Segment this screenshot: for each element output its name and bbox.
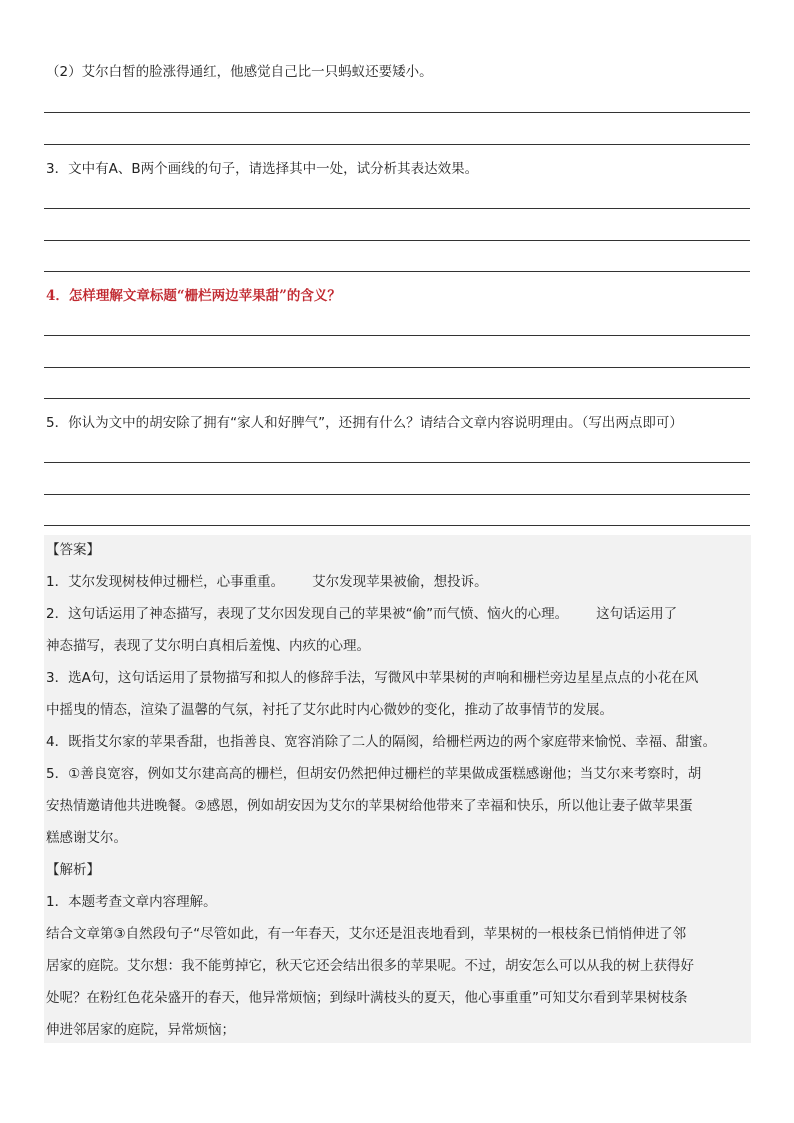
answer-line	[44, 240, 750, 241]
answer-3-line1: 3．选A句，这句话运用了景物描写和拟人的修辞手法，写微风中苹果树的声响和栅栏旁边星星点点的小花在风	[46, 670, 699, 686]
answer-heading: 【答案】	[46, 542, 100, 558]
answer-2-line2: 神态描写，表现了艾尔明白真相后羞愧、内疚的心理。	[46, 638, 370, 654]
answer-line	[44, 208, 750, 209]
answer-line	[44, 494, 750, 495]
answer-line	[44, 398, 750, 399]
question-5: 5．你认为文中的胡安除了拥有“家人和好脾气”，还拥有什么？请结合文章内容说明理由。（写出两点即可）	[46, 415, 683, 431]
answer-line	[44, 367, 750, 368]
answer-line	[44, 144, 750, 145]
analysis-2-line4: 伸进邻居家的庭院，异常烦恼；	[46, 1022, 235, 1038]
answer-line	[44, 271, 750, 272]
answer-2-line1	[46, 604, 751, 624]
answer-5-line3: 糕感谢艾尔。	[46, 830, 127, 846]
answer-line	[44, 112, 750, 113]
answer-1	[46, 572, 751, 592]
analysis-2-line1: 结合文章第③自然段句子“尽管如此，有一年春天，艾尔还是沮丧地看到，苹果树的一根枝条已悄悄伸进了邻	[46, 926, 687, 942]
answer-2-part1: 2．这句话运用了神态描写，表现了艾尔因发现自己的苹果被“偷”而气愤、恼火的心理。	[46, 606, 569, 622]
question-3: 3．文中有A、B两个画线的句子，请选择其中一处，试分析其表达效果。	[46, 161, 479, 177]
question-1-2: （2）艾尔白皙的脸涨得通红，他感觉自己比一只蚂蚁还要矮小。	[46, 64, 433, 80]
answer-4: 4．既指艾尔家的苹果香甜，也指善良、宽容消除了二人的隔阂，给栅栏两边的两个家庭带来愉悦、幸福、甜蜜。	[46, 734, 717, 750]
answer-line	[44, 462, 750, 463]
answer-5-line1: 5．①善良宽容，例如艾尔建高高的栅栏，但胡安仍然把伸过栅栏的苹果做成蛋糕感谢他；当艾尔来考察时，胡	[46, 766, 702, 782]
answer-line	[44, 335, 750, 336]
answer-1-part2: 艾尔发现苹果被偷，想投诉。	[312, 574, 488, 590]
analysis-1: 1．本题考查文章内容理解。	[46, 894, 217, 910]
analysis-heading: 【解析】	[46, 862, 100, 878]
question-4: 4．怎样理解文章标题“栅栏两边苹果甜”的含义？	[46, 288, 341, 304]
answer-2-part2: 这句话运用了	[596, 606, 678, 622]
answer-3-line2: 中摇曳的情态，渲染了温馨的气氛，衬托了艾尔此时内心微妙的变化，推动了故事情节的发展。	[46, 702, 613, 718]
analysis-2-line3: 处呢？在粉红色花朵盛开的春天，他异常烦恼；到绿叶满枝头的夏天，他心事重重”可知艾尔看到苹果树枝条	[46, 990, 688, 1006]
answer-line	[44, 525, 750, 526]
analysis-2-line2: 居家的庭院。艾尔想：我不能剪掉它，秋天它还会结出很多的苹果呢。不过，胡安怎么可以从我的树上获得好	[46, 958, 694, 974]
answer-5-line2: 安热情邀请他共进晚餐。②感恩，例如胡安因为艾尔的苹果树给他带来了幸福和快乐，所以他让妻子做苹果蛋	[46, 798, 693, 814]
answer-1-part1: 1．艾尔发现树枝伸过栅栏，心事重重。	[46, 574, 285, 590]
